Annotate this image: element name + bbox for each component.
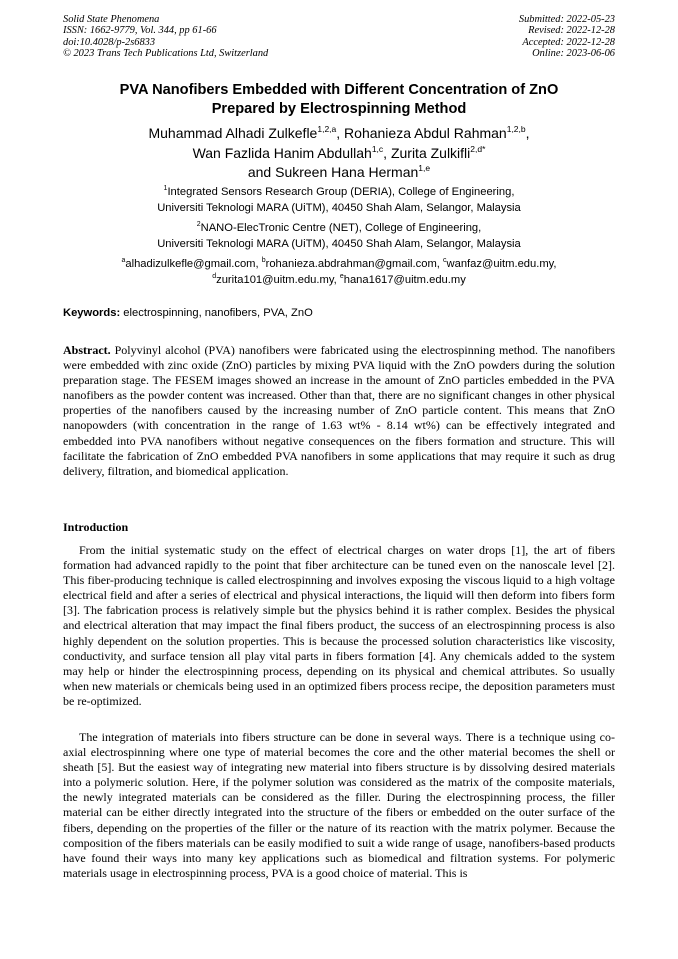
keywords <box>63 306 615 321</box>
email-link[interactable]: hana1617@uitm.edu.my <box>343 273 466 286</box>
affiliation-2 <box>63 221 615 252</box>
author-name: Muhammad Alhadi Zulkefle <box>148 125 318 141</box>
authors-line-3 <box>63 163 615 183</box>
author-name: Wan Fazlida Hanim Abdullah <box>192 144 372 161</box>
doi: doi:10.4028/p-2s6833 <box>63 36 156 48</box>
email-marker: d <box>212 272 217 280</box>
author-affiliation-marker: 2,d* <box>470 143 486 154</box>
email-marker: a <box>121 257 126 264</box>
author-affiliation-marker: 1,e <box>418 163 431 173</box>
abstract-text: Polyvinyl alcohol (PVA) nanofibers were fabricated using the electrospinning method. The nanofibers were embedded with zinc oxide (ZnO) particles by mixing PVA liquid with the ZnO powders during the solution preparation stage. The FESEM images showed an increase in the amount of ZnO particles embedded in the PVA nanofibers as the powder content was increased. Other than that, there are no significant changes in other physical properties of the nanofibers caused by the increasing number of ZnO particle content. This means that ZnO nanopowders (with concentration in the range of 1.63 wt% - 8.14 wt%) can be effectively integrated and embedded into PVA nanofibers without negative consequences on the fibers formation and structure. This will facilitate the fabrication of ZnO embedded PVA nanofibers in some applications that may require it such as drug delivery, filtration, and biomedical application. <box>63 343 615 478</box>
email-marker: e <box>339 272 344 280</box>
online-date: Online: 2023-06-06 <box>532 48 615 60</box>
affiliation-marker: 1 <box>163 185 168 192</box>
email-link[interactable]: rohanieza.abdrahman@gmail.com, <box>265 258 444 270</box>
author-affiliation-marker: 1,c <box>371 143 384 154</box>
author-affiliation-marker: 1,2,b <box>506 124 526 134</box>
submitted-date: Submitted: 2022-05-23 <box>518 14 615 25</box>
affiliation-marker: 2 <box>196 221 201 228</box>
authors-line-2 <box>63 144 615 164</box>
introduction-paragraph-1 <box>63 543 615 709</box>
paragraph-text: From the initial systematic study on the effect of electrical charges on water drops [1], the art of fibers formation had advanced rapidly to the point that fiber architecture can be tuned even on the nanoscale level [2]. This fiber-producing technique is called electrospinning and involves exposing the viscous liquid to a high voltage electrical field and after a series of electrical and physical interactions, the liquid will then deform into fibers form [3]. The fabrication process is relatively simple but the physics behind it is rather complex. Besides the physical and electrical alteration that may impact the final fibers product, the success of an electrospinning process is also highly dependent on the solution properties. This is because the processed solution characteristics like viscosity, conductivity, and surface tension all play vital parts in fibers formation [4]. Any chemicals added to the system may help or hinder the electrospinning process, depending on its physical and chemical attributes. So usually when new materials or chemicals being used in an optimized fibers process recipe, the deposition parameters must be re-optimized. <box>63 543 615 708</box>
affiliation-1 <box>63 185 615 216</box>
author-separator: , <box>525 125 530 141</box>
title-line-2: Prepared by Electrospinning Method <box>211 101 467 117</box>
copyright: © 2023 Trans Tech Publications Ltd, Switzerland <box>63 48 269 60</box>
issn: ISSN: 1662-9779, Vol. 344, pp 61-66 <box>63 25 217 37</box>
author-conjunction: and <box>247 164 276 180</box>
title-line-1: PVA Nanofibers Embedded with Different Concentration of ZnO <box>119 82 559 98</box>
author-affiliation-marker: 1,2,a <box>317 124 337 134</box>
email-link[interactable]: zurita101@uitm.edu.my, <box>216 273 340 286</box>
author-separator: , <box>336 125 345 141</box>
author-name: Rohanieza Abdul Rahman <box>344 125 507 141</box>
author-name: Zurita Zulkifli <box>390 144 471 161</box>
journal-name: Solid State Phenomena <box>63 14 160 25</box>
affiliation-line: Universiti Teknologi MARA (UiTM), 40450 Shah Alam, Selangor, Malaysia <box>157 237 521 250</box>
section-heading-introduction: Introduction <box>63 520 129 534</box>
affiliation-line: Universiti Teknologi MARA (UiTM), 40450 Shah Alam, Selangor, Malaysia <box>157 201 521 214</box>
accepted-date: Accepted: 2022-12-28 <box>522 36 615 48</box>
abstract-label: Abstract. <box>63 343 111 357</box>
email-marker: b <box>261 257 266 264</box>
keywords-text: electrospinning, nanofibers, PVA, ZnO <box>120 307 313 319</box>
publication-dates <box>519 14 615 60</box>
email-link[interactable]: wanfaz@uitm.edu.my, <box>446 258 557 270</box>
introduction-paragraph-2 <box>63 730 615 881</box>
author-emails <box>63 257 615 288</box>
email-marker: c <box>443 257 447 264</box>
author-name: Sukreen Hana Herman <box>275 164 419 180</box>
journal-info <box>63 14 268 60</box>
affiliation-line: Integrated Sensors Research Group (DERIA), College of Engineering, <box>167 186 515 198</box>
abstract <box>63 343 615 479</box>
keywords-label: Keywords: <box>63 307 121 319</box>
affiliation-line: NANO-ElecTronic Centre (NET), College of Engineering, <box>200 222 482 234</box>
authors-line-1 <box>63 124 615 144</box>
revised-date: Revised: 2022-12-28 <box>528 25 615 37</box>
paper-title <box>63 81 615 119</box>
email-link[interactable]: alhadizulkefle@gmail.com, <box>125 258 262 270</box>
paragraph-text: The integration of materials into fibers structure can be done in several ways. There is a technique using co-axial electrospinning where one type of material becomes the core and the other material becomes the shell or sheath [5]. But the easiest way of integrating new material into fibers structure is by dissolving desired materials into a polymeric solution. Here, if the polymer solution was considered as the matrix of the composite materials, the newly integrated materials can be considered as the filler. During the electrospinning process, the filler material can be either directly integrated into the structure of the fibers or embedded on the outer surface of the fibers, depending on the properties of the filler or the nature of its reaction with the matrix polymer. Because the composition of the fibers materials can be easily modified to suit a wide range of usage, nanofibers-based products have found their ways into many key applications such as biomedical and filtration systems. For polymeric materials usage in electrospinning process, PVA is a good choice of material. This is <box>63 730 615 880</box>
author-list <box>63 124 615 183</box>
author-separator: , <box>383 144 391 161</box>
